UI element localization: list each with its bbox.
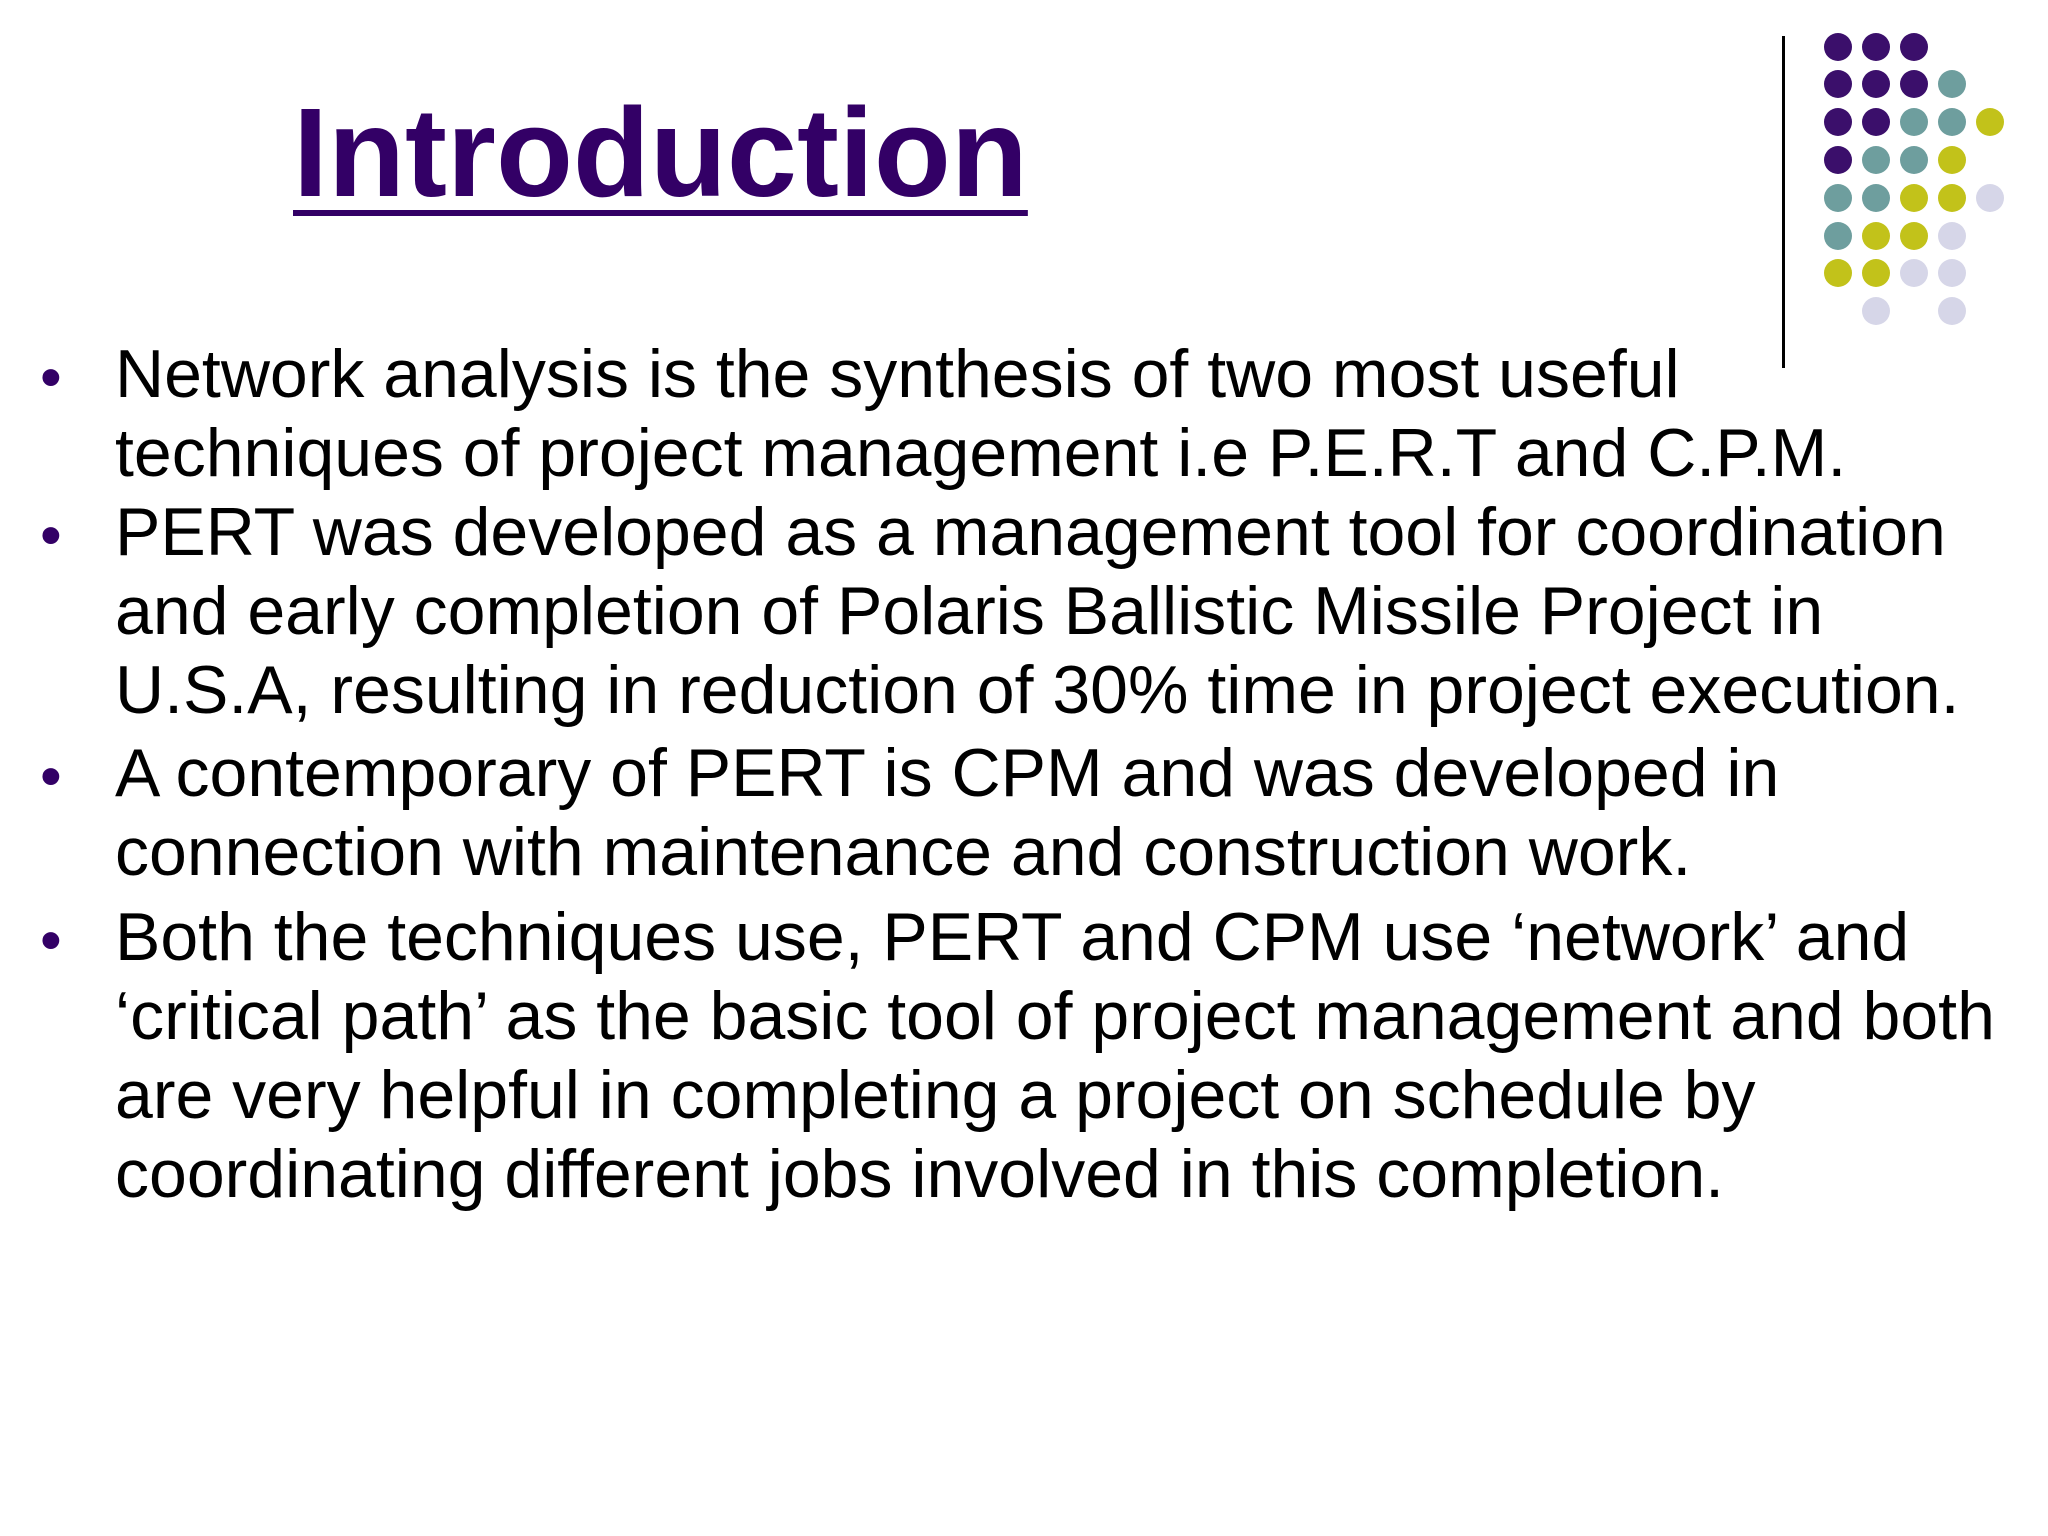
bullet-marker: • xyxy=(40,906,62,975)
decorative-dot xyxy=(1900,184,1928,212)
decorative-dot xyxy=(1900,259,1928,287)
decorative-dot xyxy=(1824,33,1852,61)
decorative-dot xyxy=(1900,108,1928,136)
decorative-dot xyxy=(1862,222,1890,250)
bullet-item xyxy=(40,734,2015,892)
decorative-dot xyxy=(1938,70,1966,98)
decorative-dot xyxy=(1862,70,1890,98)
decorative-dot xyxy=(1862,184,1890,212)
decorative-dot xyxy=(1862,259,1890,287)
vertical-divider xyxy=(1782,36,1785,368)
bullet-text: PERT was developed as a management tool for coordination and early completion of Polaris Ballistic Missile Project in U.S.A, resulting in reduction of 30% time in project execution. xyxy=(115,494,1960,728)
decorative-dot xyxy=(1900,70,1928,98)
decorative-dot xyxy=(1900,146,1928,174)
decorative-dot xyxy=(1938,259,1966,287)
bullet-item xyxy=(40,493,2015,730)
bullet-list xyxy=(40,335,2015,1212)
decorative-dot xyxy=(1938,146,1966,174)
slide-title: Introduction xyxy=(293,82,1028,223)
decorative-dot xyxy=(1900,222,1928,250)
bullet-marker: • xyxy=(40,501,62,570)
decorative-dot xyxy=(1824,259,1852,287)
bullet-marker: • xyxy=(40,343,62,412)
decorative-dot xyxy=(1900,33,1928,61)
bullet-text: Network analysis is the synthesis of two most useful techniques of project management i.e P.E.R.T and C.P.M. xyxy=(115,336,1847,491)
decorative-dot xyxy=(1824,184,1852,212)
decorative-dot xyxy=(1824,108,1852,136)
decorative-dot xyxy=(1938,222,1966,250)
bullet-text: A contemporary of PERT is CPM and was developed in connection with maintenance and construction work. xyxy=(115,735,1780,890)
bullet-text: Both the techniques use, PERT and CPM use ‘network’ and ‘critical path’ as the basic tool of project management and both are very helpful in completing a project on schedule by coordinating different jobs involved in this completion. xyxy=(115,899,1995,1212)
bullet-item xyxy=(40,335,2015,493)
bullet-marker: • xyxy=(40,742,62,811)
decorative-dot xyxy=(1976,108,2004,136)
decorative-dot xyxy=(1862,108,1890,136)
decorative-dot xyxy=(1824,146,1852,174)
decorative-dot xyxy=(1976,184,2004,212)
decorative-dot xyxy=(1862,33,1890,61)
decorative-dot xyxy=(1938,297,1966,325)
decorative-dot xyxy=(1862,297,1890,325)
decorative-dot xyxy=(1862,146,1890,174)
bullet-item xyxy=(40,898,2015,1214)
decorative-dot xyxy=(1824,222,1852,250)
decorative-dot xyxy=(1824,70,1852,98)
decorative-dot xyxy=(1938,184,1966,212)
decorative-dot xyxy=(1938,108,1966,136)
